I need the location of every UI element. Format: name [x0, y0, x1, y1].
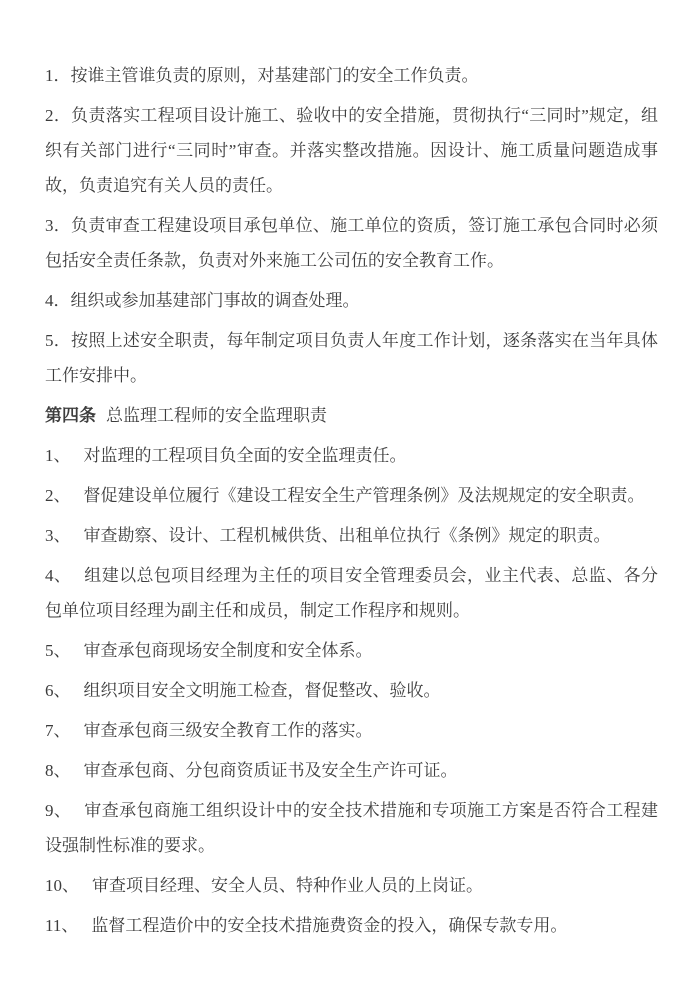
item-number: 1．: [45, 66, 71, 85]
item-text: 审查承包商现场安全制度和安全体系。: [83, 641, 373, 660]
item-text: 审查承包商施工组织设计中的安全技术措施和专项施工方案是否符合工程建设强制性标准的要求。: [45, 801, 659, 855]
item-number: 9、: [45, 801, 72, 820]
item-number: 4．: [45, 291, 71, 310]
item-number: 10、: [45, 876, 79, 895]
section-heading-title: 总监理工程师的安全监理职责: [106, 406, 327, 425]
item-text: 督促建设单位履行《建设工程安全生产管理条例》及法规规定的安全职责。: [83, 486, 645, 505]
list-item: [45, 713, 658, 748]
list-item: [45, 208, 658, 278]
list-item: [45, 673, 658, 708]
item-number: 4、: [45, 566, 72, 585]
item-text: 审查项目经理、安全人员、特种作业人员的上岗证。: [92, 876, 483, 895]
item-text: 负责审查工程建设项目承包单位、施工单位的资质，签订施工承包合同时必须包括安全责任条款，负责对外来施工公司伍的安全教育工作。: [45, 216, 659, 270]
item-text: 负责落实工程项目设计施工、验收中的安全措施，贯彻执行“三同时”规定，组织有关部门进行“三同时”审查。并落实整改措施。因设计、施工质量问题造成事故，负责追究有关人员的责任。: [45, 106, 659, 195]
item-number: 7、: [45, 721, 71, 740]
item-number: 3、: [45, 526, 71, 545]
list-item: [45, 98, 658, 203]
list-item: [45, 58, 658, 93]
list-item: [45, 558, 658, 628]
item-text: 审查承包商三级安全教育工作的落实。: [83, 721, 373, 740]
list-item: [45, 283, 658, 318]
list-item: [45, 323, 658, 393]
item-text: 监督工程造价中的安全技术措施费资金的投入，确保专款专用。: [91, 916, 568, 935]
item-text: 按照上述安全职责，每年制定项目负责人年度工作计划，逐条落实在当年具体工作安排中。: [45, 331, 659, 385]
item-text: 对监理的工程项目负全面的安全监理责任。: [83, 446, 407, 465]
item-number: 3．: [45, 216, 72, 235]
list-item: [45, 753, 658, 788]
list-item: [45, 518, 658, 553]
list-item: [45, 478, 658, 513]
section-heading: [45, 398, 658, 433]
list-item: [45, 438, 658, 473]
list-item: [45, 908, 658, 943]
item-text: 审查承包商、分包商资质证书及安全生产许可证。: [83, 761, 458, 780]
item-number: 5．: [45, 331, 72, 350]
item-number: 2、: [45, 486, 71, 505]
list-item: [45, 868, 658, 903]
item-text: 按谁主管谁负责的原则，对基建部门的安全工作负责。: [70, 66, 479, 85]
item-number: 1、: [45, 446, 71, 465]
item-number: 11、: [45, 916, 79, 935]
section-heading-label: 第四条: [45, 406, 96, 425]
item-number: 2．: [45, 106, 72, 125]
item-number: 6、: [45, 681, 71, 700]
item-text: 组织项目安全文明施工检查，督促整改、验收。: [83, 681, 441, 700]
list-item: [45, 633, 658, 668]
item-text: 审查勘察、设计、工程机械供货、出租单位执行《条例》规定的职责。: [83, 526, 611, 545]
item-text: 组建以总包项目经理为主任的项目安全管理委员会，业主代表、总监、各分包单位项目经理为副主任和成员，制定工作程序和规则。: [45, 566, 659, 620]
item-number: 5、: [45, 641, 71, 660]
item-number: 8、: [45, 761, 71, 780]
list-item: [45, 793, 658, 863]
item-text: 组织或参加基建部门事故的调查处理。: [70, 291, 360, 310]
